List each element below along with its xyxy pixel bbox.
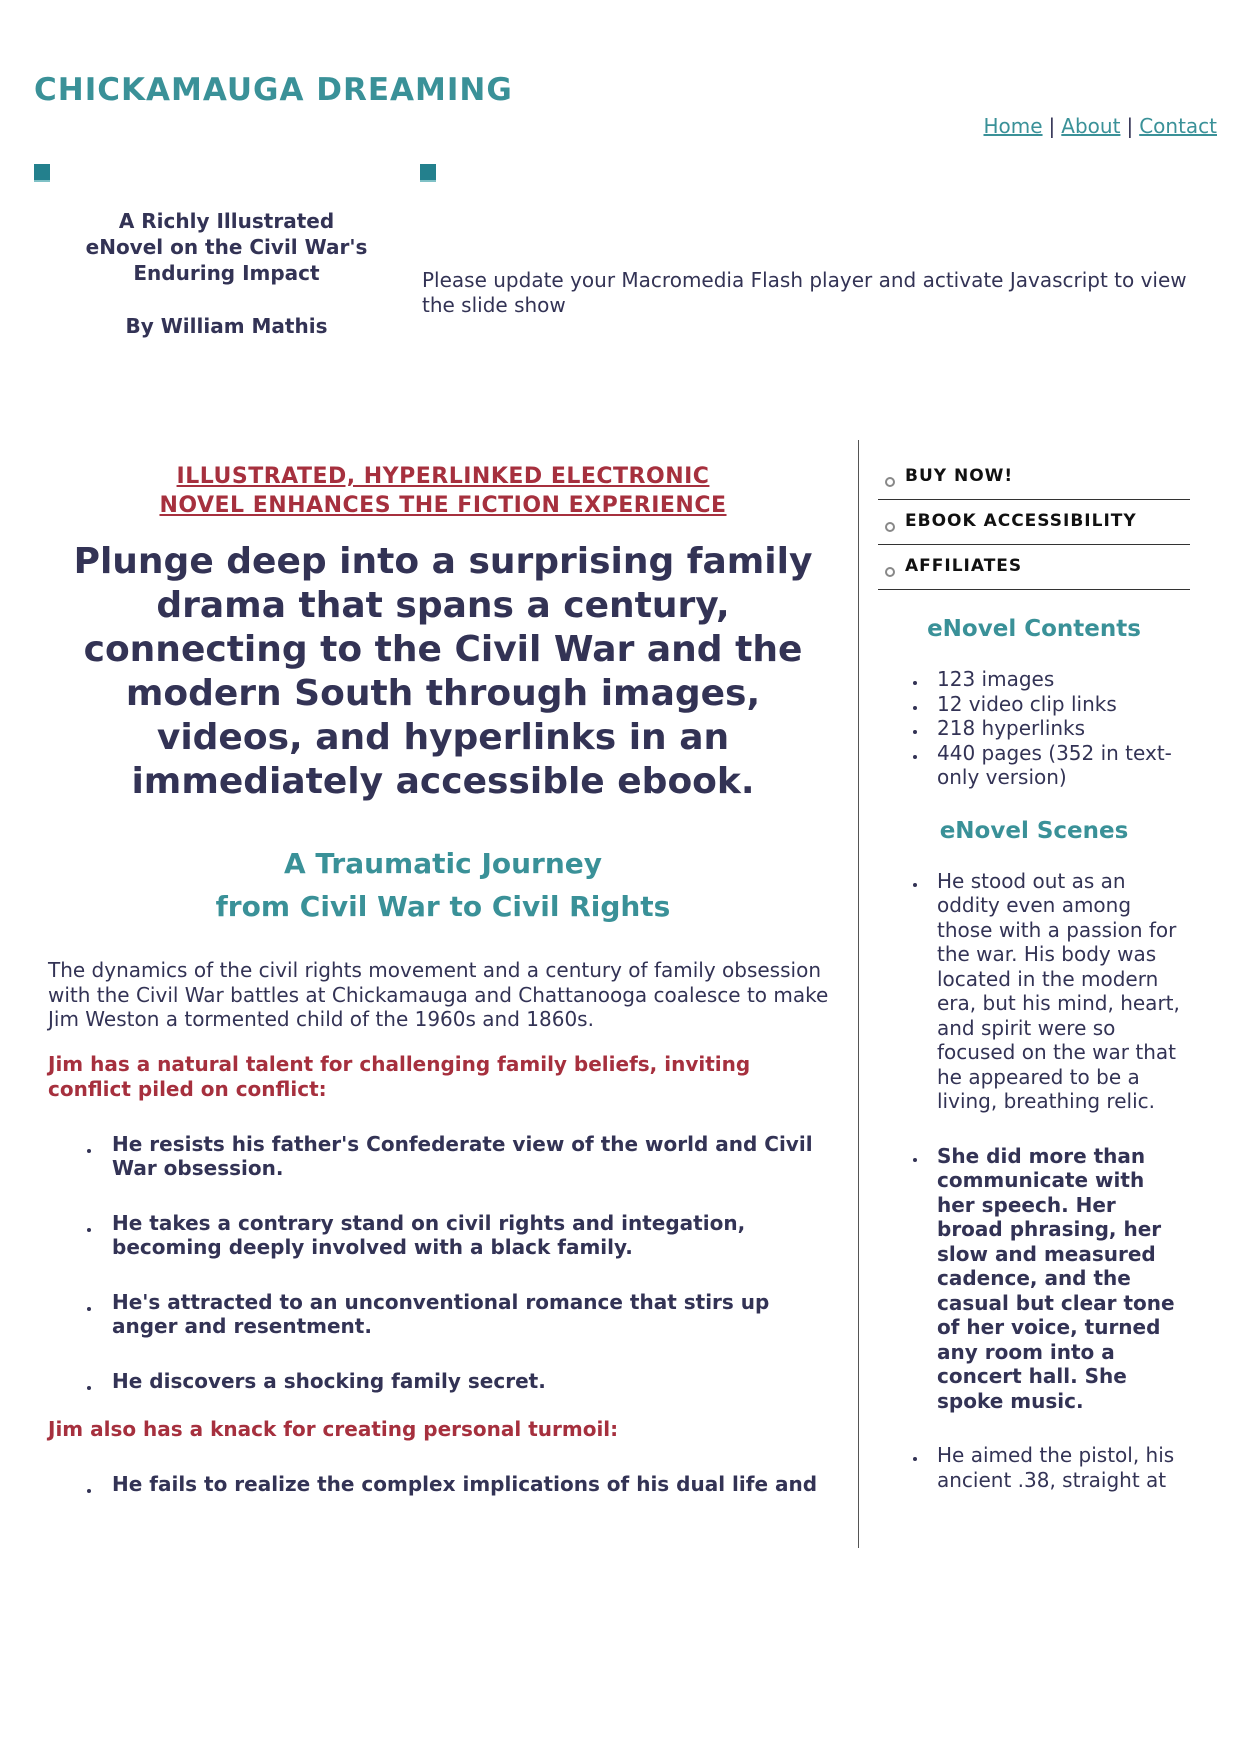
list-item: 12 video clip links	[937, 692, 1190, 717]
red-headline-line: NOVEL ENHANCES THE FICTION EXPERIENCE	[159, 493, 727, 518]
site-title: CHICKAMAUGA DREAMING	[34, 72, 513, 108]
list-item: He's attracted to an unconventional romance that stirs up anger and resentment.	[112, 1290, 838, 1339]
lead-text: Jim also has a knack for creating personal turmoil:	[48, 1417, 619, 1441]
sidebar-item-buy-now[interactable]	[878, 456, 1190, 500]
contents-heading: eNovel Contents	[927, 616, 1141, 642]
intro-paragraph: The dynamics of the civil rights movement and a century of family obsession with the Civil War battles at Chickamauga and Chattanooga coalesce to make Jim Weston a tormented child of the 1960s and 1860s.	[48, 958, 829, 1031]
nav-home-link[interactable]: Home	[983, 114, 1043, 138]
list-item: 440 pages (352 in text-only version)	[937, 741, 1190, 790]
lead-text: Jim has a natural talent for challenging family beliefs, inviting conflict piled on conflict:	[48, 1051, 751, 1101]
list-item: 218 hyperlinks	[937, 716, 1190, 741]
bullet-ring-icon	[885, 477, 895, 487]
section-subheading	[48, 842, 838, 928]
sidebar-menu	[878, 456, 1190, 590]
red-headline	[48, 462, 838, 520]
tagline-line: A Richly Illustrated	[118, 209, 335, 233]
author-byline: By William Mathis	[125, 314, 328, 338]
nav-separator: |	[1048, 114, 1056, 138]
scenes-list	[878, 869, 1190, 1493]
sidebar-item-ebook-accessibility[interactable]	[878, 501, 1190, 545]
bullet-ring-icon	[885, 567, 895, 577]
turmoil-list	[48, 1472, 838, 1497]
bullet-ring-icon	[885, 522, 895, 532]
sidebar-item-label: AFFILIATES	[905, 556, 1023, 576]
list-item: He resists his father's Confederate view of the world and Civil War obsession.	[112, 1132, 838, 1181]
list-item: She did more than communicate with her speech. Her broad phrasing, her slow and measured cadence, and the casual but clear tone of her voice, turned any room into a concert hall. She spoke music.	[937, 1144, 1190, 1414]
conflict-list	[48, 1132, 838, 1394]
flash-fallback-message: Please update your Macromedia Flash player and activate Javascript to view the slide show	[422, 268, 1187, 317]
list-item: He aimed the pistol, his ancient .38, straight at	[937, 1443, 1190, 1492]
list-item: He fails to realize the complex implications of his dual life and	[112, 1472, 838, 1497]
main-content	[48, 462, 838, 1527]
nav-separator: |	[1126, 114, 1134, 138]
broken-image-icon	[34, 164, 50, 182]
list-item: He discovers a shocking family secret.	[112, 1369, 838, 1394]
nav-about-link[interactable]: About	[1061, 114, 1121, 138]
broken-image-icon	[420, 164, 436, 182]
list-item: He takes a contrary stand on civil rights and integation, becoming deeply involved with a black family.	[112, 1211, 838, 1260]
subheading-line: from Civil War to Civil Rights	[215, 890, 671, 923]
column-divider	[858, 440, 859, 1548]
tagline-line: eNovel on the Civil War's	[85, 235, 368, 259]
sidebar	[878, 456, 1190, 1522]
sidebar-item-label: BUY NOW!	[905, 466, 1014, 486]
sidebar-item-label: EBOOK ACCESSIBILITY	[905, 511, 1137, 531]
contents-list	[878, 667, 1190, 790]
list-item: 123 images	[937, 667, 1190, 692]
main-headline: Plunge deep into a surprising family drama that spans a century, connecting to the Civil War and the modern South through images, videos, and hyperlinks in an immediately accessible ebook.	[73, 541, 813, 802]
sidebar-item-affiliates[interactable]	[878, 546, 1190, 590]
list-item: He stood out as an oddity even among those with a passion for the war. His body was located in the modern era, but his mind, heart, and spirit were so focused on the war that he appeared to be a living, breathing relic.	[937, 869, 1190, 1114]
red-headline-line: ILLUSTRATED, HYPERLINKED ELECTRONIC	[176, 464, 710, 489]
nav-contact-link[interactable]: Contact	[1139, 114, 1217, 138]
tagline	[70, 208, 383, 286]
scenes-heading: eNovel Scenes	[939, 817, 1129, 844]
top-nav	[983, 114, 1217, 138]
tagline-line: Enduring Impact	[133, 261, 320, 285]
subheading-line: A Traumatic Journey	[283, 847, 603, 880]
